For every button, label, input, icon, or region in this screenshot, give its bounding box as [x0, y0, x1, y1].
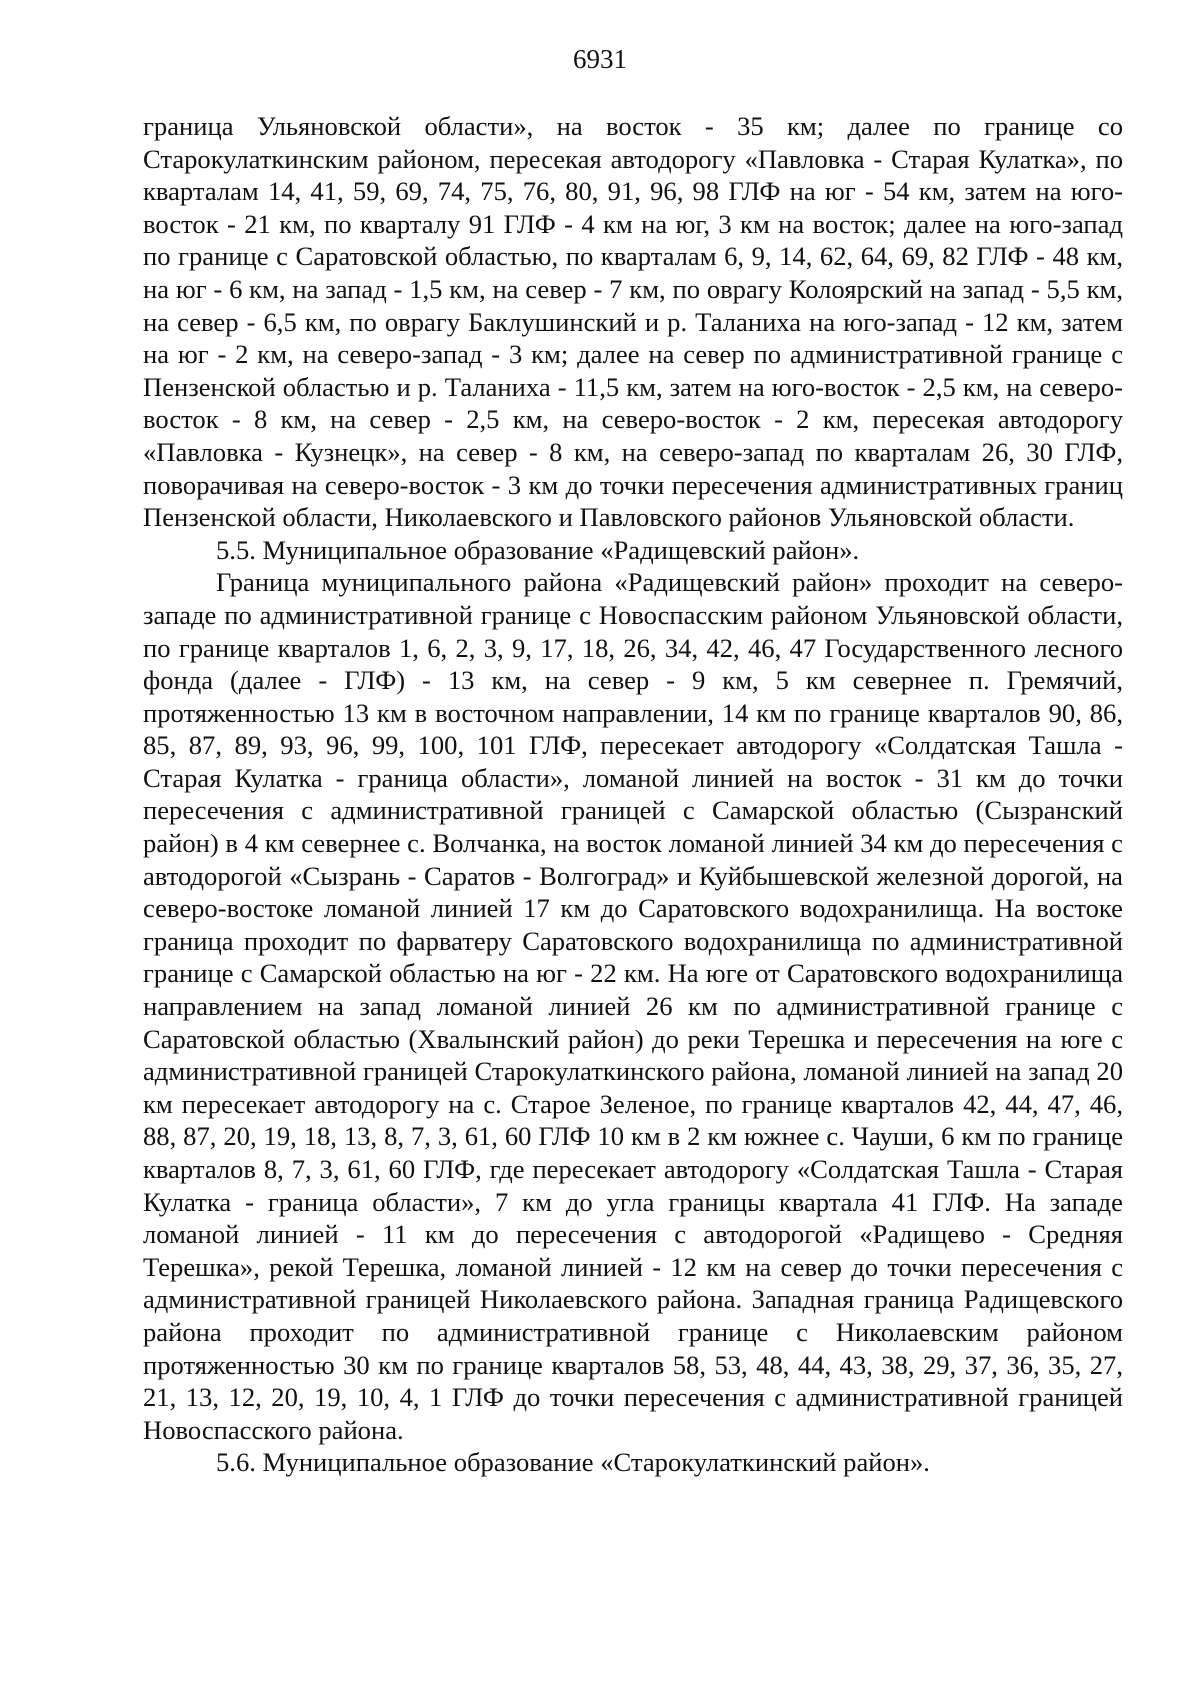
paragraph-continuation: граница Ульяновской области», на восток - 35 км; далее по границе со Старокулаткинским районом, пересекая автодорогу «Павловка - Старая Кулатка», по кварталам 14, 41, 59, 69, 74, 75, 76, 80, 91, 96, 98 ГЛФ на юг - 54 км, затем на юго-восток - 21 км, по кварталу 91 ГЛФ - 4 км на юг, 3 км на восток; далее на юго-запад по границе с Саратовской областью, по кварталам 6, 9, 14, 62, 64, 69, 82 ГЛФ - 48 км, на юг - 6 км, на запад - 1,5 км, на север - 7 км, по оврагу Колоярский на запад - 5,5 км, на север - 6,5 км, по оврагу Баклушинский и р. Таланиха на юго-запад - 12 км, затем на юг - 2 км, на северо-запад - 3 км; далее на север по административной границе с Пензенской областью и р. Таланиха - 11,5 км, затем на юго-восток - 2,5 км, на северо-восток - 8 км, на север - 2,5 км, на северо-восток - 2 км, пересекая автодорогу «Павловка - Кузнецк», на север - 8 км, на северо-запад по кварталам 26, 30 ГЛФ, поворачивая на северо-восток - 3 км до точки пересечения административных границ Пензенской области, Николаевского и Павловского районов Ульяновской области. — [143, 111, 1123, 533]
document-body — [143, 110, 1123, 1479]
section-heading-5-5: 5.5. Муниципальное образование «Радищевский район». — [216, 534, 860, 565]
paragraph-radishchevsky-boundary: Граница муниципального района «Радищевский район» проходит на северо-западе по административной границе с Новоспасским районом Ульяновской области, по границе кварталов 1, 6, 2, 3, 9, 17, 18, 26, 34, 42, 46, 47 Государственного лесного фонда (далее - ГЛФ) - 13 км, на север - 9 км, 5 км севернее п. Гремячий, протяженностью 13 км в восточном направлении, 14 км по границе кварталов 90, 86, 85, 87, 89, 93, 96, 99, 100, 101 ГЛФ, пересекает автодорогу «Солдатская Ташла - Старая Кулатка - граница области», ломаной линией на восток - 31 км до точки пересечения с административной границей с Самарской областью (Сызранский район) в 4 км севернее с. Волчанка, на восток ломаной линией 34 км до пересечения с автодорогой «Сызрань - Саратов - Волгоград» и Куйбышевской железной дорогой, на северо-востоке ломаной линией 17 км до Саратовского водохранилища. На востоке граница проходит по фарватеру Саратовского водохранилища по административной границе с Самарской областью на юг - 22 км. На юге от Саратовского водохранилища направлением на запад ломаной линией 26 км по административной границе с Саратовской областью (Хвалынский район) до реки Терешка и пересечения на юге с административной границей Старокулаткинского района, ломаной линией на запад 20 км пересекает автодорогу на с. Старое Зеленое, по границе кварталов 42, 44, 47, 46, 88, 87, 20, 19, 18, 13, 8, 7, 3, 61, 60 ГЛФ 10 км в 2 км южнее с. Чауши, 6 км по границе кварталов 8, 7, 3, 61, 60 ГЛФ, где пересекает автодорогу «Солдатская Ташла - Старая Кулатка - граница области», 7 км до угла границы квартала 41 ГЛФ. На западе ломаной линией - 11 км до пересечения с автодорогой «Радищево - Средняя Терешка», рекой Терешка, ломаной линией - 12 км на север до точки пересечения с административной границей Николаевского района. Западная граница Радищевского района проходит по административной границе с Николаевским районом протяженностью 30 км по границе кварталов 58, 53, 48, 44, 43, 38, 29, 37, 36, 35, 27, 21, 13, 12, 20, 19, 10, 4, 1 ГЛФ до точки пересечения с административной границей Новоспасского района. — [143, 567, 1123, 1445]
section-heading-5-6: 5.6. Муниципальное образование «Старокулаткинский район». — [216, 1447, 930, 1478]
page-number: 6931 — [573, 44, 627, 74]
